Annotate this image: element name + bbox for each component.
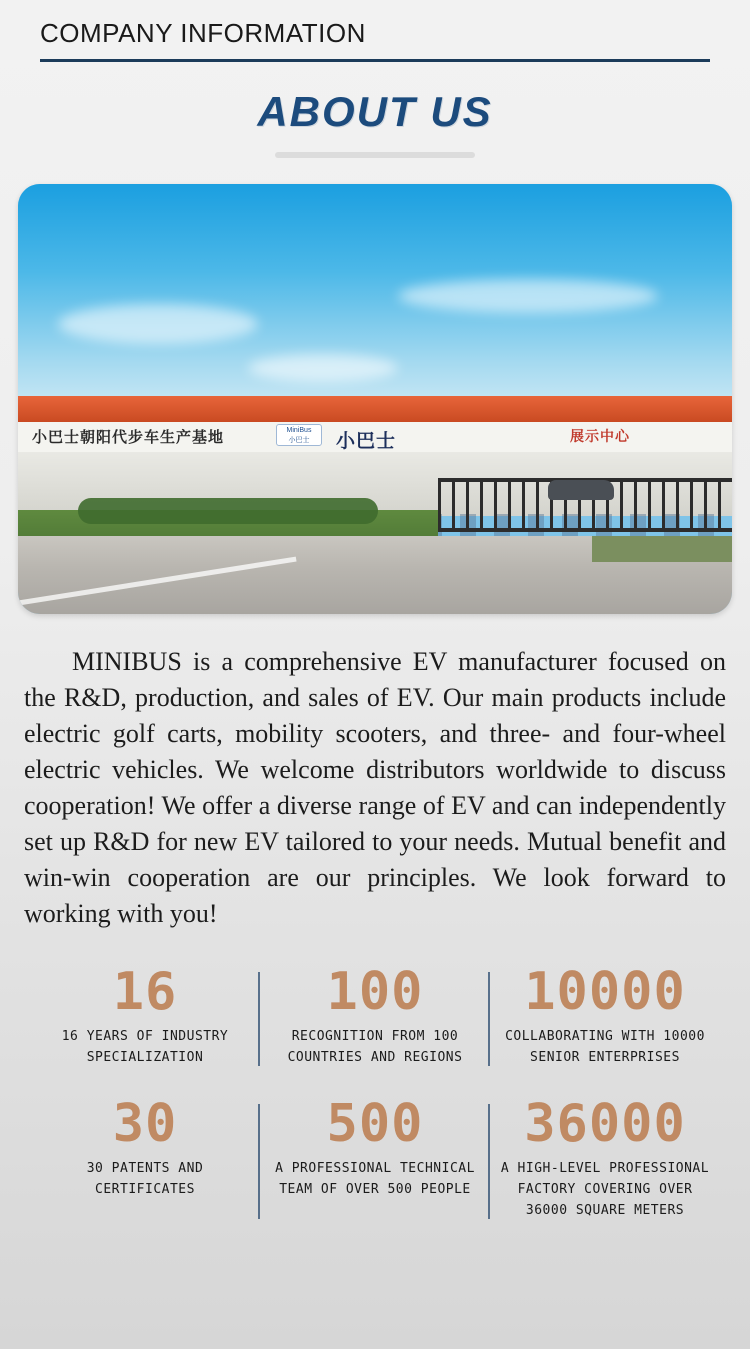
- hedge: [78, 498, 378, 524]
- stat-number: 16: [112, 962, 178, 1022]
- stat-number: 100: [326, 962, 424, 1022]
- page-title: ABOUT US: [257, 88, 493, 135]
- stat-item: [260, 958, 490, 1082]
- title-underline: [275, 152, 475, 158]
- stat-item: [490, 1090, 720, 1235]
- company-logo-badge: [276, 424, 322, 446]
- sign-text-right: 展示中心: [570, 428, 630, 444]
- stat-number: 36000: [524, 1094, 686, 1154]
- sign-text-center: 小巴士: [336, 431, 397, 452]
- stats-grid: [30, 958, 720, 1235]
- parked-car: [548, 480, 614, 500]
- stat-label: 30 PATENTS AND CERTIFICATES: [86, 1161, 204, 1197]
- section-label: COMPANY INFORMATION: [40, 18, 366, 48]
- stat-item: [260, 1090, 490, 1235]
- stat-label: A HIGH-LEVEL PROFESSIONAL FACTORY COVERING OVER 36000 SQUARE METERS: [500, 1161, 710, 1218]
- stat-label: COLLABORATING WITH 10000 SENIOR ENTERPRISES: [505, 1029, 705, 1065]
- stat-label: A PROFESSIONAL TECHNICAL TEAM OF OVER 500 PEOPLE: [275, 1161, 475, 1197]
- stat-item: [30, 1090, 260, 1235]
- stat-number: 500: [326, 1094, 424, 1154]
- cloud-shape: [248, 354, 398, 382]
- cloud-shape: [58, 304, 258, 344]
- logo-bottom-text: 小巴士: [288, 437, 310, 444]
- factory-exterior-photo: [18, 184, 732, 614]
- header-divider: [40, 59, 710, 62]
- stat-number: 30: [112, 1094, 178, 1154]
- stat-item: [490, 958, 720, 1082]
- cloud-shape: [398, 279, 658, 313]
- logo-top-text: MiniBus: [286, 427, 312, 434]
- stat-label: RECOGNITION FROM 100 COUNTRIES AND REGIONS: [287, 1029, 463, 1065]
- stat-label: 16 YEARS OF INDUSTRY SPECIALIZATION: [61, 1029, 229, 1065]
- about-paragraph: MINIBUS is a comprehensive EV manufacturer focused on the R&D, production, and sales of EV. Our main products include electric golf carts, mobility scooters, and three- and four-wheel electric vehicles. We welcome distributors worldwide to discuss cooperation! We offer a diverse range of EV and can independently set up R&D for new EV tailored to your needs. Mutual benefit and win-win cooperation are our principles. We look forward to working with you!: [24, 647, 726, 928]
- sign-text-left: 小巴士朝阳代步车生产基地: [32, 429, 225, 446]
- building-roof: [18, 396, 732, 422]
- stat-item: [30, 958, 260, 1082]
- stat-number: 10000: [524, 962, 686, 1022]
- page-header: [0, 0, 750, 62]
- roadside-kerb: [592, 536, 732, 562]
